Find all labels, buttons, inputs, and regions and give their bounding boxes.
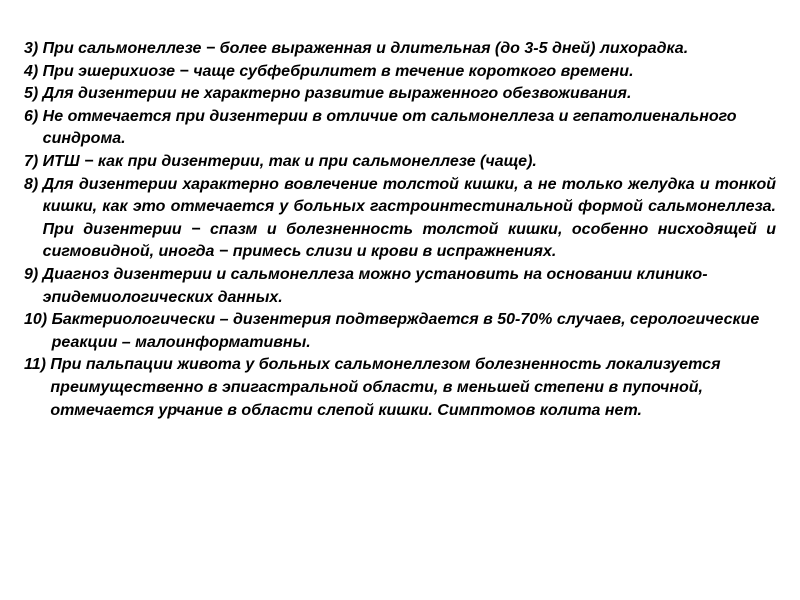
- item-text: При пальпации живота у больных сальмонеллезом болезненность локализуется преимущественно в эпигастральной области, в меньшей степени в пупочной, отмечается урчание в области слепой кишки. Симптомов колита нет.: [50, 356, 721, 419]
- item-number: 8): [24, 175, 43, 193]
- list-item-9: [24, 264, 776, 309]
- item-text: Для дизентерии не характерно развитие выраженного обезвоживания.: [42, 85, 632, 103]
- item-text: Для дизентерии характерно вовлечение толстой кишки, а не только желудка и тонкой кишки, как это отмечается у больных гастроинтестинальной формой сальмонеллеза. При дизентерии − спазм и болезненность толстой кишки, особенно нисходящей и сигмовидной, иногда − примесь слизи и крови в испражнениях.: [42, 175, 776, 261]
- item-number: 4): [24, 62, 43, 80]
- item-text: Диагноз дизентерии и сальмонеллеза можно установить на основании клинико-эпидемиологических данных.: [42, 265, 708, 306]
- text-body: [24, 38, 776, 422]
- item-text: При эшерихиозе − чаще субфебрилитет в течение короткого времени.: [42, 62, 634, 80]
- list-item-4: [24, 61, 776, 84]
- item-text: Не отмечается при дизентерии в отличие от сальмонеллеза и гепатолиенального синдрома.: [42, 107, 737, 148]
- item-number: 10): [24, 311, 52, 329]
- list-item-11: [24, 354, 776, 422]
- list-item-3: [24, 38, 776, 61]
- item-number: 11): [24, 356, 51, 374]
- item-number: 5): [24, 85, 43, 103]
- list-item-10: [24, 309, 776, 354]
- item-number: 6): [24, 107, 43, 125]
- list-item-5: [24, 83, 776, 106]
- item-number: 3): [24, 40, 43, 57]
- list-item-6: [24, 106, 776, 151]
- list-item-7: [24, 151, 776, 174]
- item-text: При сальмонеллезе − более выраженная и длительная (до 3-5 дней) лихорадка.: [42, 40, 689, 57]
- item-number: 7): [24, 152, 43, 170]
- item-number: 9): [24, 265, 43, 283]
- list-item-8: [24, 174, 776, 264]
- item-text: ИТШ − как при дизентерии, так и при сальмонеллезе (чаще).: [42, 152, 537, 170]
- item-text: Бактериологически – дизентерия подтверждается в 50-70% случаев, серологические реакции – малоинформативны.: [51, 311, 760, 351]
